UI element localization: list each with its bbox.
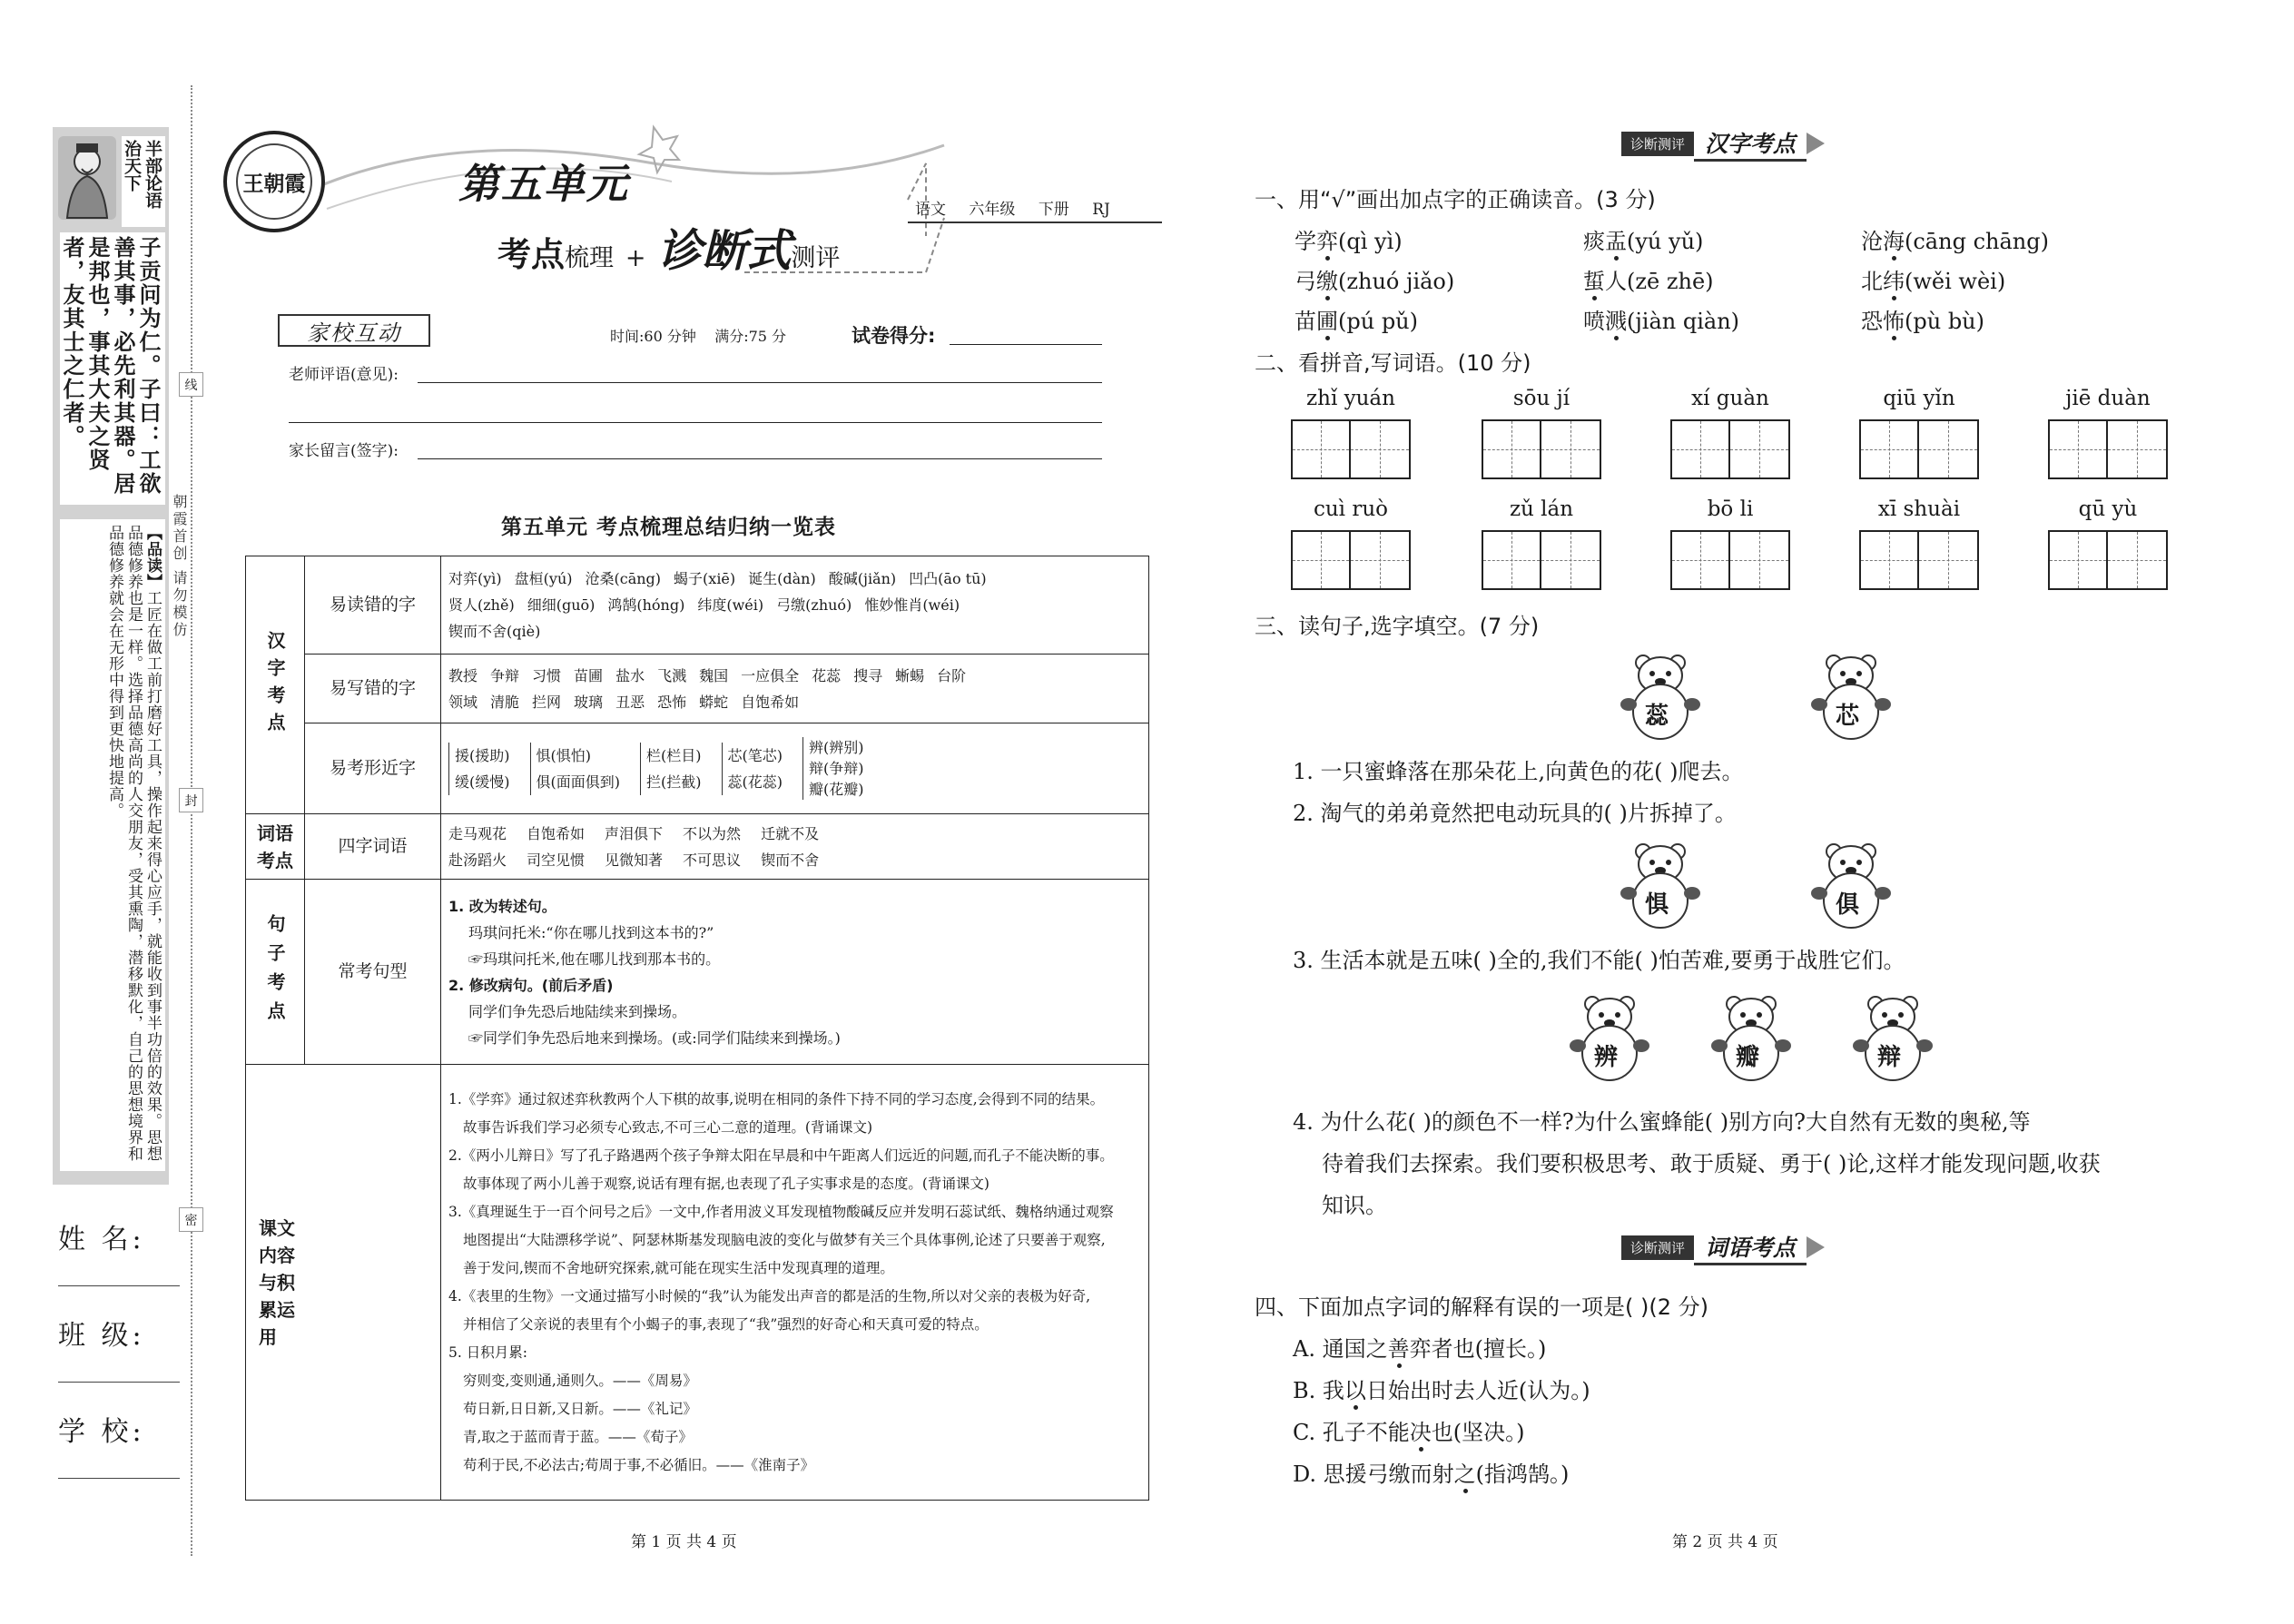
q1-item-6[interactable]: 北纬(wěi wèi) [1861, 269, 2006, 294]
reading-note [60, 519, 165, 1171]
pinyin-label: xí guàn [1691, 387, 1769, 410]
q4-option-a[interactable]: A. 通国之善弈者也(擅长。) [1293, 1336, 1547, 1362]
bear-card [1848, 991, 1937, 1082]
teacher-comment-label: 老师评语(意见): [289, 366, 399, 384]
parent-comment-line[interactable] [418, 436, 1102, 459]
sentence-2[interactable]: 2. 淘气的弟弟竟然把电动玩具的( )片拆掉了。 [1293, 801, 1737, 826]
sub-yixie: 易写错的字 [305, 655, 441, 723]
table-row [246, 814, 1149, 880]
bear-card [1707, 991, 1796, 1082]
school-label: 学 校: [58, 1416, 145, 1448]
bear-char: 辩 [1877, 1044, 1902, 1071]
bear-card [1807, 650, 1895, 741]
table-row [246, 723, 1149, 814]
page-number-left: 第 1 页 共 4 页 [631, 1533, 737, 1551]
bear-card [1616, 650, 1705, 741]
table-row [246, 1065, 1149, 1501]
tag-subject: 语文 [915, 201, 946, 219]
table-row [246, 880, 1149, 1065]
bear-char: 惧 [1645, 891, 1669, 919]
writing-grid[interactable] [1291, 419, 1411, 479]
category-kewen: 课文内容与积累运用 [246, 1065, 441, 1501]
margin-mark-top: 线 [179, 372, 203, 397]
tag-edition: RJ [1092, 201, 1110, 219]
teacher-comment-line[interactable] [418, 359, 1102, 383]
class-field[interactable] [58, 1313, 180, 1383]
reading-text: 工匠在做工前打磨好工具，操作起来得心应手，就能收到事半功倍的效果。思想品德修养也是一样。选择品德高尚的人交朋友，受其熏陶，潜移默化，自己的思想境界和品德修养就会在无形中得到更快地提高。 [105, 525, 162, 1162]
pinyin-label: zǔ lán [1509, 497, 1574, 521]
tag-volume: 下册 [1038, 201, 1069, 219]
bear-card [1807, 839, 1895, 930]
writing-grid[interactable] [1291, 530, 1411, 590]
xj-group-1: 援(援助) 缓(缓慢) [448, 743, 510, 795]
sizi-line-1: 走马观花 自饱希如 声泪俱下 不以为然 迁就不及 [448, 824, 820, 842]
unit-title: 第五单元 [458, 160, 630, 208]
bear-card [1565, 991, 1654, 1082]
exam-full-score: 满分:75 分 [714, 328, 787, 345]
category-hanzi: 汉字考点 [246, 556, 305, 814]
xj-group-3: 栏(栏目) 拦(拦截) [640, 743, 702, 795]
q1-item-8[interactable]: 喷溅(jiàn qiàn) [1583, 309, 1740, 334]
bear-card [1616, 839, 1705, 930]
margin-mark-mid: 封 [179, 788, 203, 812]
writing-grid[interactable] [1859, 419, 1979, 479]
teacher-comment-line-2[interactable] [289, 399, 1102, 423]
name-field[interactable] [58, 1216, 180, 1286]
table-row [246, 556, 1149, 655]
pinyin-label: jiē duàn [2065, 387, 2151, 410]
class-label: 班 级: [58, 1320, 145, 1352]
sentence-4-line-1[interactable]: 4. 为什么花( )的颜色不一样?为什么蜜蜂能( )别方向?大自然有无数的奥秘,等 [1293, 1109, 2031, 1135]
summary-table-title: 第五单元 考点梳理总结归纳一览表 [501, 515, 837, 539]
xj-group-2: 惧(惧怕) 俱(面面俱到) [530, 743, 621, 795]
bear-char: 俱 [1836, 891, 1860, 919]
kewen-content: 1.《学弈》通过叙述弈秋教两个人下棋的故事,说明在相同的条件下持不同的学习态度,会得到不同的结果。 故事告诉我们学习必须专心致志,不可三心二意的道理。(背诵课文) 2.《两小儿辩日》写了孔子路遇两个孩子争辩太阳在早晨和中午距离人们远近的问题,而孔子不能决断的事。 故事体现了两小儿善于观察,说话有理有据,也表现了孔子实事求是的态度。(背诵课文) 3.《真理诞生于一百个问号之后》一文中,作者用波义耳发现植物酸碱反应并发明石蕊试纸、魏格纳通过观察 地图提出“大陆漂移学说”、阿瑟林斯基发现脑电波的变化与做梦有关三个具体事例,论述了只要善于观察, 善于发问,锲而不舍地研究探索,就可能在现实生活中发现真理的道理。 4.《表里的生物》一文通过描写小时候的“我”认为能发出声音的都是活的生物,所以对父亲的表极为好奇, 并相信了父亲说的表里有个小蝎子的事,表现了“我”强烈的好奇心和天真可爱的特点。 5. 日积月累: 穷则变,变则通,通则久。——《周易》 苟日新,日日新,又日新。——《礼记》 青,取之于蓝而青于蓝。——《荀子》 苟利于民,不必法古;苟周于事,不必循旧。——《淮南子》 [441, 1065, 1149, 1501]
sub-yidu: 易读错的字 [305, 556, 441, 655]
score-label: 试卷得分: [852, 325, 936, 347]
writing-grid[interactable] [1670, 530, 1790, 590]
q1-item-5[interactable]: 蜇人(zē zhē) [1583, 269, 1714, 294]
parent-comment-label: 家长留言(签字): [289, 442, 399, 460]
page-number-right: 第 2 页 共 4 页 [1672, 1533, 1778, 1551]
writing-grid[interactable] [1482, 419, 1601, 479]
exam-info [610, 325, 786, 346]
yidu-line-1: 对弈(yì) 盘桓(yú) 沧桑(cāng) 蝎子(xiē) 诞生(dàn) 酸碱(jiǎn) 凹凸(āo tū) [448, 570, 987, 587]
pinyin-label: qiū yǐn [1883, 387, 1955, 410]
question-2-title: 二、看拼音,写词语。(10 分) [1255, 350, 1531, 376]
question-4-title: 四、下面加点字词的解释有误的一项是( )(2 分) [1255, 1294, 1708, 1320]
category-ciyu: 词语考点 [246, 814, 305, 880]
writing-grid[interactable] [2048, 419, 2168, 479]
subtitle-part-b: 梳理 [565, 244, 614, 272]
section-badge-hanzi: 诊断测评 汉字考点 [1621, 127, 1825, 160]
q1-item-2[interactable]: 痰盂(yú yǔ) [1583, 229, 1704, 254]
xj-group-4: 芯(笔芯) 蕊(花蕊) [722, 743, 783, 795]
yidu-content [441, 556, 1149, 655]
sentence-3[interactable]: 3. 生活本就是五味( )全的,我们不能( )怕苦难,要勇于战胜它们。 [1293, 948, 1905, 973]
bear-char: 蕊 [1645, 703, 1669, 730]
q1-item-3[interactable]: 沧海(cāng chāng) [1861, 229, 2049, 254]
pinyin-label: cuì ruò [1313, 497, 1389, 521]
yixie-content [441, 655, 1149, 723]
sentence-1[interactable]: 1. 一只蜜蜂落在那朵花上,向黄色的花( )爬去。 [1293, 759, 1744, 784]
pinyin-label: bō li [1707, 497, 1754, 521]
series-title: 半部论语治天下 [122, 136, 165, 227]
yixie-line-2: 领域 清脆 拦网 玻璃 丑恶 恐怖 蟒蛇 自饱希如 [448, 693, 800, 711]
sizi-line-2: 赴汤蹈火 司空见惯 见微知著 不可思议 锲而不舍 [448, 851, 820, 869]
q4-option-d[interactable]: D. 思援弓缴而射之(指鸿鹄。) [1293, 1462, 1570, 1487]
pinyin-label: qū yù [2078, 497, 2138, 521]
yidu-line-3: 锲而不舍(qiè) [448, 623, 541, 640]
question-3-title: 三、读句子,选字填空。(7 分) [1255, 614, 1540, 639]
sentence-4-line-2[interactable]: 待着我们去探索。我们要积极思考、敢于质疑、勇于( )论,这样才能发现问题,收获 [1322, 1151, 2101, 1176]
bear-char: 辨 [1594, 1044, 1619, 1071]
yidu-line-2: 贤人(zhě) 细细(guō) 鸿鹄(hóng) 纬度(wéi) 弓缴(zhuó) 惟妙惟肖(wéi) [448, 596, 960, 614]
classic-quote: 子贡问为仁。子曰：工欲善其事，必先利其器。居是邦也，事其大夫之贤者，友其士之仁者。 [60, 232, 165, 505]
tag-grade: 六年级 [969, 201, 1016, 219]
home-school-badge: 家校互动 [278, 314, 430, 347]
sentence-4-line-3: 知识。 [1322, 1193, 1387, 1218]
subtitle-part-d: 测评 [791, 244, 841, 272]
question-1-title: 一、用“√”画出加点字的正确读音。(3 分) [1255, 187, 1656, 212]
pinyin-label: sōu jí [1512, 387, 1570, 410]
logo-text: 王朝霞 [236, 143, 312, 220]
section-badge-ciyu: 诊断测评 词语考点 [1621, 1231, 1825, 1264]
sage-illustration [58, 136, 116, 220]
name-label: 姓 名: [58, 1224, 145, 1255]
subtitle-part-a: 考点 [497, 234, 565, 274]
sizi-content [441, 814, 1149, 880]
reading-label: 【品读】 [143, 525, 162, 590]
writing-grid[interactable] [1482, 530, 1601, 590]
exam-time: 时间:60 分钟 [610, 328, 696, 345]
xingjin-content [441, 723, 1149, 814]
q1-item-1[interactable]: 学弈(qì yì) [1295, 229, 1403, 254]
binding-line [191, 85, 192, 1556]
q1-item-9[interactable]: 恐怖(pù bù) [1861, 309, 1984, 334]
xj-group-5: 辨(辨别) 辩(争辩) 瓣(花瓣) [802, 737, 864, 800]
sub-sizi: 四字词语 [305, 814, 441, 880]
q1-item-4[interactable]: 弓缴(zhuó jiǎo) [1295, 269, 1455, 294]
book-tags [915, 196, 1128, 219]
writing-grid[interactable] [1670, 419, 1790, 479]
yixie-line-1: 教授 争辩 习惯 苗圃 盐水 飞溅 魏国 一应俱全 花蕊 搜寻 蜥蜴 台阶 [448, 666, 967, 684]
writing-grid[interactable] [2048, 530, 2168, 590]
q4-option-b[interactable]: B. 我以日始出时去人近(认为。) [1293, 1378, 1590, 1403]
summary-table [245, 556, 1149, 1501]
score-input-line[interactable] [950, 321, 1102, 345]
margin-mark-bottom: 密 [179, 1207, 203, 1232]
q1-item-7[interactable]: 苗圃(pú pǔ) [1295, 309, 1418, 334]
tag-underline [908, 221, 1162, 223]
school-field[interactable] [58, 1409, 180, 1479]
subtitle-plus: + [625, 244, 646, 272]
pinyin-label: xī shuài [1877, 497, 1961, 521]
category-juzi: 句子考点 [246, 880, 305, 1065]
subtitle-part-c: 诊断式 [657, 224, 792, 277]
bear-char: 瓣 [1736, 1044, 1760, 1071]
bear-char: 芯 [1836, 703, 1860, 730]
table-row [246, 655, 1149, 723]
sub-xingjin: 易考形近字 [305, 723, 441, 814]
subtitle [497, 216, 840, 280]
q4-option-c[interactable]: C. 孔子不能决也(坚决。) [1293, 1420, 1525, 1445]
juxing-content: 1. 改为转述句。 玛琪问托米:“你在哪儿找到这本书的?” ☞玛琪问托米,他在哪儿找到那本书的。 2. 修改病句。(前后矛盾) 同学们争先恐后地陆续来到操场。 ☞同学们争先恐后地来到操场。(或:同学们陆续来到操场。) [441, 880, 1149, 1065]
writing-grid[interactable] [1859, 530, 1979, 590]
copyright-note: 朝霞首创 请勿模仿 [171, 494, 188, 640]
sub-juxing: 常考句型 [305, 880, 441, 1065]
pinyin-label: zhǐ yuán [1306, 387, 1395, 410]
brand-logo [223, 131, 325, 232]
